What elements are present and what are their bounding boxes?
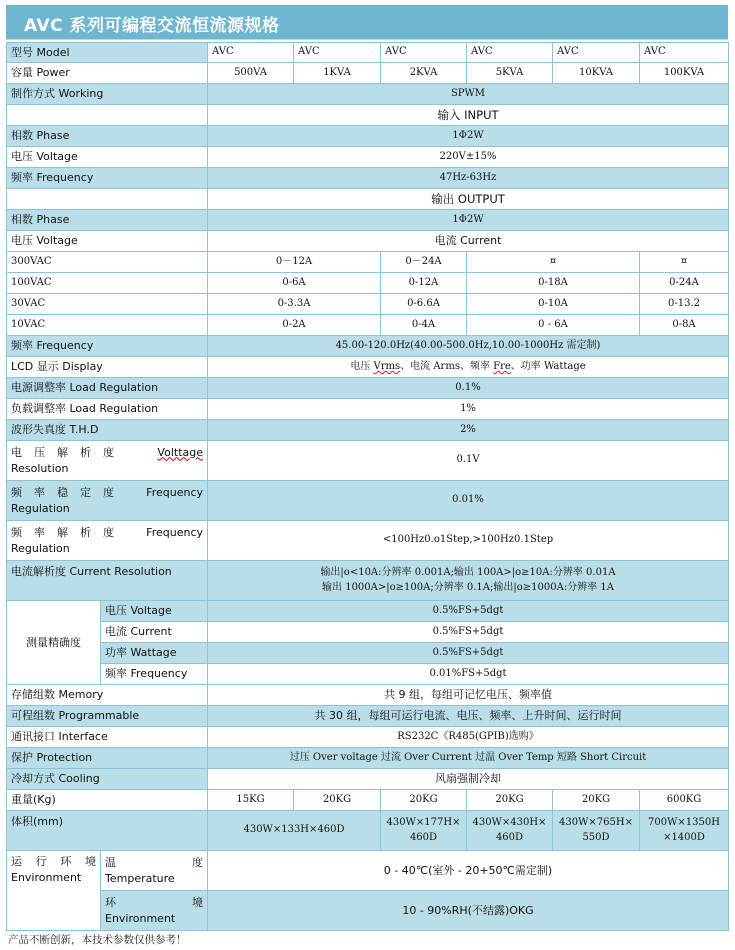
title-bar [6, 5, 728, 40]
table-row [7, 622, 729, 643]
range-value: 0-18A [467, 273, 640, 294]
model-cell: AVC [640, 43, 729, 63]
interface-label: 通讯接口 Interface [7, 727, 208, 748]
model-cell: AVC [553, 43, 640, 63]
frequency-resolution-value: <100Hz0.o1Step,>100Hz0.1Step [208, 521, 729, 561]
power-cell: 5KVA [467, 63, 553, 84]
table-row [7, 685, 729, 706]
volume-cell: 430W×765H× 550D [553, 811, 640, 851]
output-phase-label: 相数 Phase [7, 210, 208, 231]
range-value: 0－24A [381, 252, 467, 273]
accuracy-item-label: 频率 Frequency [101, 664, 208, 685]
range-value: 0-12A [381, 273, 467, 294]
weight-cell: 15KG [208, 790, 294, 811]
programmable-label: 可程组数 Programmable [7, 706, 208, 727]
range-value: 0-24A [640, 273, 729, 294]
current-resolution-value: 输出|o<10A:分辨率 0.001A;输出 100A>|o≥10A:分辨率 0.01A 输出 1000A>|o≥100A;分辨率 0.1A;输出|o≥1000A:分辨率 1A [208, 561, 729, 601]
range-value: 0-10A [467, 294, 640, 315]
line-regulation-value: 1% [208, 399, 729, 420]
table-row [7, 748, 729, 769]
memory-label: 存储组数 Memory [7, 685, 208, 706]
output-voltage-label: 电压 Voltage [7, 231, 208, 252]
thd-value: 2% [208, 420, 729, 441]
table-row [7, 481, 729, 521]
interface-value: RS232C《R485(GPIB)选购》 [208, 727, 729, 748]
footer-note: 产品不断创新，本技术参数仅供参考！ [8, 934, 187, 946]
input-voltage-label: 电压 Voltage [7, 147, 208, 168]
table-row [7, 811, 729, 851]
range-label: 300VAC [7, 252, 208, 273]
model-cell: AVC [381, 43, 467, 63]
range-value: 0-6.6A [381, 294, 467, 315]
volume-cell: 700W×1350H ×1400D [640, 811, 729, 851]
table-row [7, 420, 729, 441]
input-voltage-value: 220V±15% [208, 147, 729, 168]
weight-label: 重量(Kg) [7, 790, 208, 811]
frequency-stability-label: 频率稳定度 Frequency Regulation [7, 481, 208, 521]
range-value: 0-8A [640, 315, 729, 336]
input-phase-label: 相数 Phase [7, 126, 208, 147]
table-row [7, 399, 729, 420]
table-row [7, 851, 729, 891]
accuracy-item-value: 0.5%FS+5dgt [208, 643, 729, 664]
output-frequency-value: 45.00-120.0Hz(40.00-500.0Hz,10.00-1000Hz 需定制) [208, 336, 729, 357]
input-heading: 输入 INPUT [208, 105, 729, 126]
table-row [7, 252, 729, 273]
accuracy-item-label: 电压 Voltage [101, 601, 208, 622]
volume-cell: 430W×133H×460D [208, 811, 381, 851]
table-row [7, 601, 729, 622]
voltage-resolution-value: 0.1V [208, 441, 729, 481]
range-label: 100VAC [7, 273, 208, 294]
power-cell: 100KVA [640, 63, 729, 84]
model-label: 型号 Model [7, 43, 208, 63]
table-row [7, 168, 729, 189]
lcd-label: LCD 显示 Display [7, 357, 208, 378]
current-resolution-label: 电流解析度 Current Resolution [7, 561, 208, 601]
working-value: SPWM [208, 84, 729, 105]
line-regulation-label: 负载调整率 Load Regulation [7, 399, 208, 420]
range-value: ¤ [640, 252, 729, 273]
table-row [7, 357, 729, 378]
table-row [7, 63, 729, 84]
table-row [7, 643, 729, 664]
environment-label: 运行环境 Environment [7, 851, 101, 931]
range-value: 0-2A [208, 315, 381, 336]
protection-value: 过压 Over voltage 过流 Over Current 过温 Over Temp 短路 Short Circuit [208, 748, 729, 769]
accuracy-item-value: 0.5%FS+5dgt [208, 622, 729, 643]
working-label: 制作方式 Working [7, 84, 208, 105]
table-row [7, 706, 729, 727]
input-frequency-value: 47Hz-63Hz [208, 168, 729, 189]
table-row [7, 769, 729, 790]
input-frequency-label: 频率 Frequency [7, 168, 208, 189]
model-cell: AVC [208, 43, 294, 63]
weight-cell: 20KG [467, 790, 553, 811]
temperature-label: 温 度 Temperature [101, 851, 208, 891]
input-phase-value: 1Φ2W [208, 126, 729, 147]
range-value: ¤ [467, 252, 640, 273]
table-row [7, 210, 729, 231]
range-value: 0-13.2 [640, 294, 729, 315]
volume-cell: 430W×430H× 460D [467, 811, 553, 851]
protection-label: 保护 Protection [7, 748, 208, 769]
accuracy-item-label: 电流 Current [101, 622, 208, 643]
range-value: 0-6A [208, 273, 381, 294]
output-frequency-label: 频率 Frequency [7, 336, 208, 357]
table-row [7, 727, 729, 748]
weight-cell: 20KG [294, 790, 381, 811]
model-cell: AVC [467, 43, 553, 63]
page-title: AVC 系列可编程交流恒流源规格 [24, 16, 280, 36]
table-row [7, 84, 729, 105]
table-row [7, 105, 729, 126]
range-value: 0-4A [381, 315, 467, 336]
spec-table [6, 42, 729, 931]
table-row [7, 147, 729, 168]
power-label: 容量 Power [7, 63, 208, 84]
table-row [7, 126, 729, 147]
temperature-value: 0 - 40℃(室外 - 20+50℃需定制) [208, 851, 729, 891]
power-cell: 500VA [208, 63, 294, 84]
cooling-label: 冷却方式 Cooling [7, 769, 208, 790]
weight-cell: 600KG [640, 790, 729, 811]
humidity-label: 环 境 Environment [101, 891, 208, 931]
table-row [7, 336, 729, 357]
table-row [7, 189, 729, 210]
accuracy-item-value: 0.5%FS+5dgt [208, 601, 729, 622]
volume-label: 体积(mm) [7, 811, 208, 851]
power-cell: 2KVA [381, 63, 467, 84]
load-regulation-value: 0.1% [208, 378, 729, 399]
range-label: 30VAC [7, 294, 208, 315]
range-value: 0-3.3A [208, 294, 381, 315]
table-row [7, 521, 729, 561]
thd-label: 波形失真度 T.H.D [7, 420, 208, 441]
frequency-resolution-label: 频率解析度 Frequency Regulation [7, 521, 208, 561]
lcd-value: 电压 Vrms、电流 Arms、频率 Fre、功率 Wattage [208, 357, 729, 378]
weight-cell: 20KG [381, 790, 467, 811]
programmable-value: 共 30 组，每组可运行电流、电压、频率、上升时间、运行时间 [208, 706, 729, 727]
power-cell: 1KVA [294, 63, 381, 84]
frequency-stability-value: 0.01% [208, 481, 729, 521]
table-row [7, 231, 729, 252]
weight-cell: 20KG [553, 790, 640, 811]
table-row [7, 294, 729, 315]
table-row [7, 891, 729, 931]
range-value: 0 - 6A [467, 315, 640, 336]
table-row [7, 315, 729, 336]
accuracy-item-value: 0.01%FS+5dgt [208, 664, 729, 685]
table-row [7, 43, 729, 63]
power-cell: 10KVA [553, 63, 640, 84]
output-current-label: 电流 Current [208, 231, 729, 252]
table-row [7, 561, 729, 601]
cooling-value: 风扇强制冷却 [208, 769, 729, 790]
range-label: 10VAC [7, 315, 208, 336]
table-row [7, 664, 729, 685]
table-row [7, 273, 729, 294]
voltage-resolution-label: 电压解析度 Volttage Resolution [7, 441, 208, 481]
volume-cell: 430W×177H× 460D [381, 811, 467, 851]
model-cell: AVC [294, 43, 381, 63]
load-regulation-label: 电源调整率 Load Regulation [7, 378, 208, 399]
table-row [7, 378, 729, 399]
humidity-value: 10 - 90%RH(不结露)OKG [208, 891, 729, 931]
accuracy-item-label: 功率 Wattage [101, 643, 208, 664]
table-row [7, 441, 729, 481]
range-value: 0－12A [208, 252, 381, 273]
memory-value: 共 9 组，每组可记忆电压、频率值 [208, 685, 729, 706]
table-row [7, 790, 729, 811]
output-phase-value: 1Φ2W [208, 210, 729, 231]
output-heading: 输出 OUTPUT [208, 189, 729, 210]
accuracy-label: 测量精确度 [7, 601, 101, 685]
